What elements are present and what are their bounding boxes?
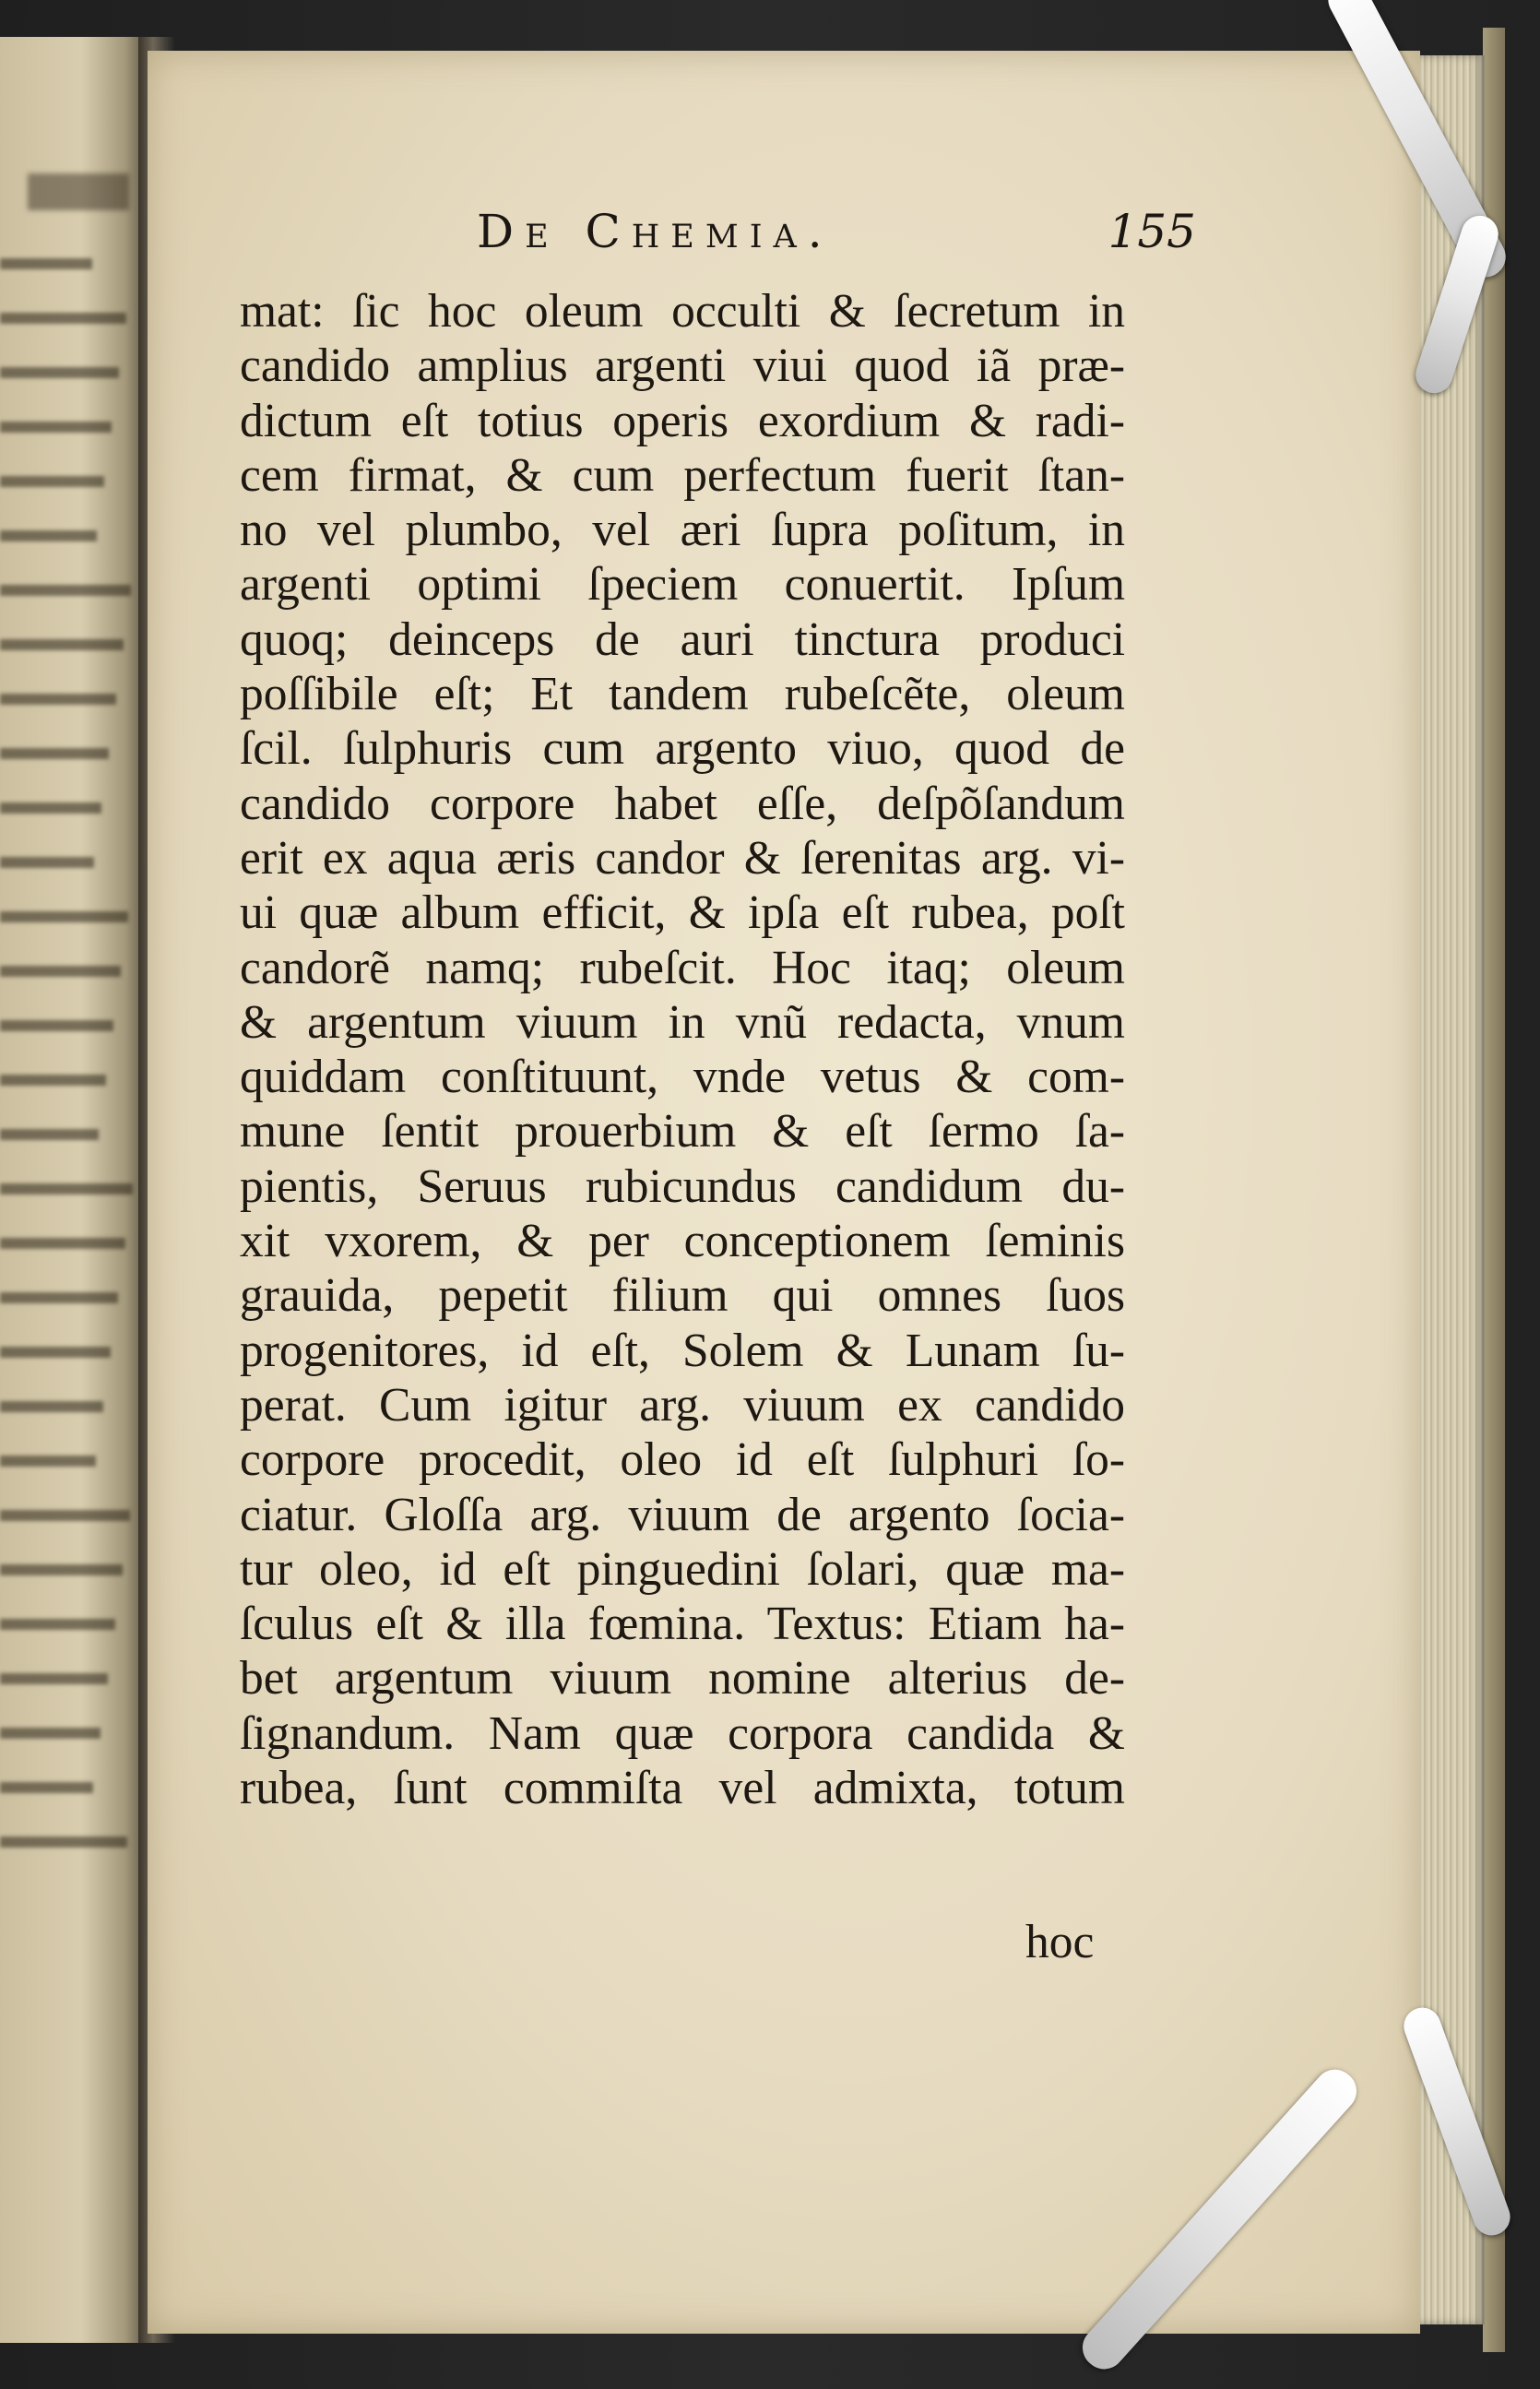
facing-page-text-line bbox=[0, 530, 97, 541]
facing-page-text-line bbox=[0, 313, 126, 324]
text-line: candido corpore habet eſſe, deſpõſandum bbox=[240, 777, 1125, 830]
facing-page-text-line bbox=[0, 1238, 125, 1249]
text-line: xit vxorem, & per conceptionem ſeminis bbox=[240, 1215, 1125, 1268]
facing-page-text-line bbox=[0, 639, 124, 650]
facing-page-text-line bbox=[0, 1292, 118, 1303]
text-line: mat: ſic hoc oleum occulti & ſecretum in bbox=[240, 285, 1125, 338]
facing-page-left bbox=[0, 37, 148, 2343]
facing-page-running-head bbox=[28, 173, 129, 210]
text-line: grauida, pepetit filium qui omnes ſuos bbox=[240, 1269, 1125, 1323]
facing-page-text-line bbox=[0, 1510, 130, 1521]
facing-page-text-line bbox=[0, 1836, 127, 1848]
facing-page-text-line bbox=[0, 911, 128, 922]
facing-page-text-line bbox=[0, 857, 94, 868]
facing-page-text-line bbox=[0, 1129, 99, 1140]
text-line: & argentum viuum in vnũ redacta, vnum bbox=[240, 995, 1125, 1049]
text-line: poſſibile eſt; Et tandem rubeſcẽte, oleum bbox=[240, 668, 1125, 721]
facing-page-text-line bbox=[0, 1456, 96, 1467]
facing-page-text-line bbox=[0, 1619, 115, 1630]
text-line: candorẽ namq; rubeſcit. Hoc itaq; oleum bbox=[240, 941, 1125, 994]
text-line: ſignandum. Nam quæ corpora candida & bbox=[240, 1706, 1125, 1760]
facing-page-text-line bbox=[0, 1183, 133, 1194]
facing-page-text-line bbox=[0, 1347, 111, 1358]
facing-page-text-line bbox=[0, 802, 101, 814]
text-line: mune ſentit prouerbium & eſt ſermo ſa- bbox=[240, 1105, 1125, 1159]
facing-page-text-line bbox=[0, 748, 109, 759]
text-line: cem firmat, & cum perfectum fuerit ſtan- bbox=[240, 448, 1125, 502]
text-line: perat. Cum igitur arg. viuum ex candido bbox=[240, 1378, 1125, 1432]
page-number: 155 bbox=[1108, 205, 1196, 258]
facing-page-text-line bbox=[0, 1401, 103, 1412]
text-line: ſcil. ſulphuris cum argento viuo, quod de bbox=[240, 722, 1125, 776]
text-line: ciatur. Gloſſa arg. viuum de argento ſocia- bbox=[240, 1488, 1125, 1541]
text-line: rubea, ſunt commiſta vel admixta, totum bbox=[240, 1762, 1125, 1815]
text-line: candido amplius argenti viui quod iã præ- bbox=[240, 339, 1125, 393]
text-line: ſculus eſt & illa fœmina. Textus: Etiam ha- bbox=[240, 1598, 1125, 1651]
text-block bbox=[240, 284, 1125, 1815]
facing-page-text-line bbox=[0, 422, 112, 433]
text-line: tur oleo, id eſt pinguedini ſolari, quæ ma- bbox=[240, 1542, 1125, 1596]
text-line: argenti optimi ſpeciem conuertit. Ipſum bbox=[240, 558, 1125, 612]
page-header bbox=[325, 205, 1247, 260]
text-line: pientis, Seruus rubicundus candidum du- bbox=[240, 1159, 1125, 1213]
facing-page-text-line bbox=[0, 367, 119, 378]
facing-page-text-line bbox=[0, 1728, 101, 1739]
facing-page-text-line bbox=[0, 1020, 113, 1031]
text-line: no vel plumbo, vel æri ſupra poſitum, in bbox=[240, 504, 1125, 557]
text-line: bet argentum viuum nomine alterius de- bbox=[240, 1652, 1125, 1706]
facing-page-text-line bbox=[0, 1564, 123, 1575]
catchword: hoc bbox=[1025, 1916, 1095, 1968]
text-line: progenitores, id eſt, Solem & Lunam ſu- bbox=[240, 1324, 1125, 1377]
facing-page-text-line bbox=[0, 258, 92, 269]
text-line: corpore procedit, oleo id eſt ſulphuri ſo- bbox=[240, 1433, 1125, 1487]
text-line: erit ex aqua æris candor & ſerenitas arg. vi- bbox=[240, 831, 1125, 885]
page-fore-edge bbox=[1420, 55, 1485, 2324]
running-head: De Chemia. bbox=[477, 205, 834, 258]
facing-page-text-line bbox=[0, 585, 131, 596]
facing-page-text-line bbox=[0, 476, 104, 487]
facing-page-text-line bbox=[0, 1075, 106, 1086]
text-line: dictum eſt totius operis exordium & radi- bbox=[240, 394, 1125, 447]
text-line: quiddam conſtituunt, vnde vetus & com- bbox=[240, 1051, 1125, 1104]
facing-page-text-line bbox=[0, 1673, 108, 1684]
text-line: quoq; deinceps de auri tinctura produci bbox=[240, 612, 1125, 666]
text-line: ui quæ album efficit, & ipſa eſt rubea, poſt bbox=[240, 886, 1125, 940]
facing-page-text-line bbox=[0, 694, 116, 705]
book-cover-edge bbox=[1483, 28, 1505, 2352]
facing-page-text-line bbox=[0, 1782, 93, 1793]
facing-page-text-line bbox=[0, 966, 121, 977]
